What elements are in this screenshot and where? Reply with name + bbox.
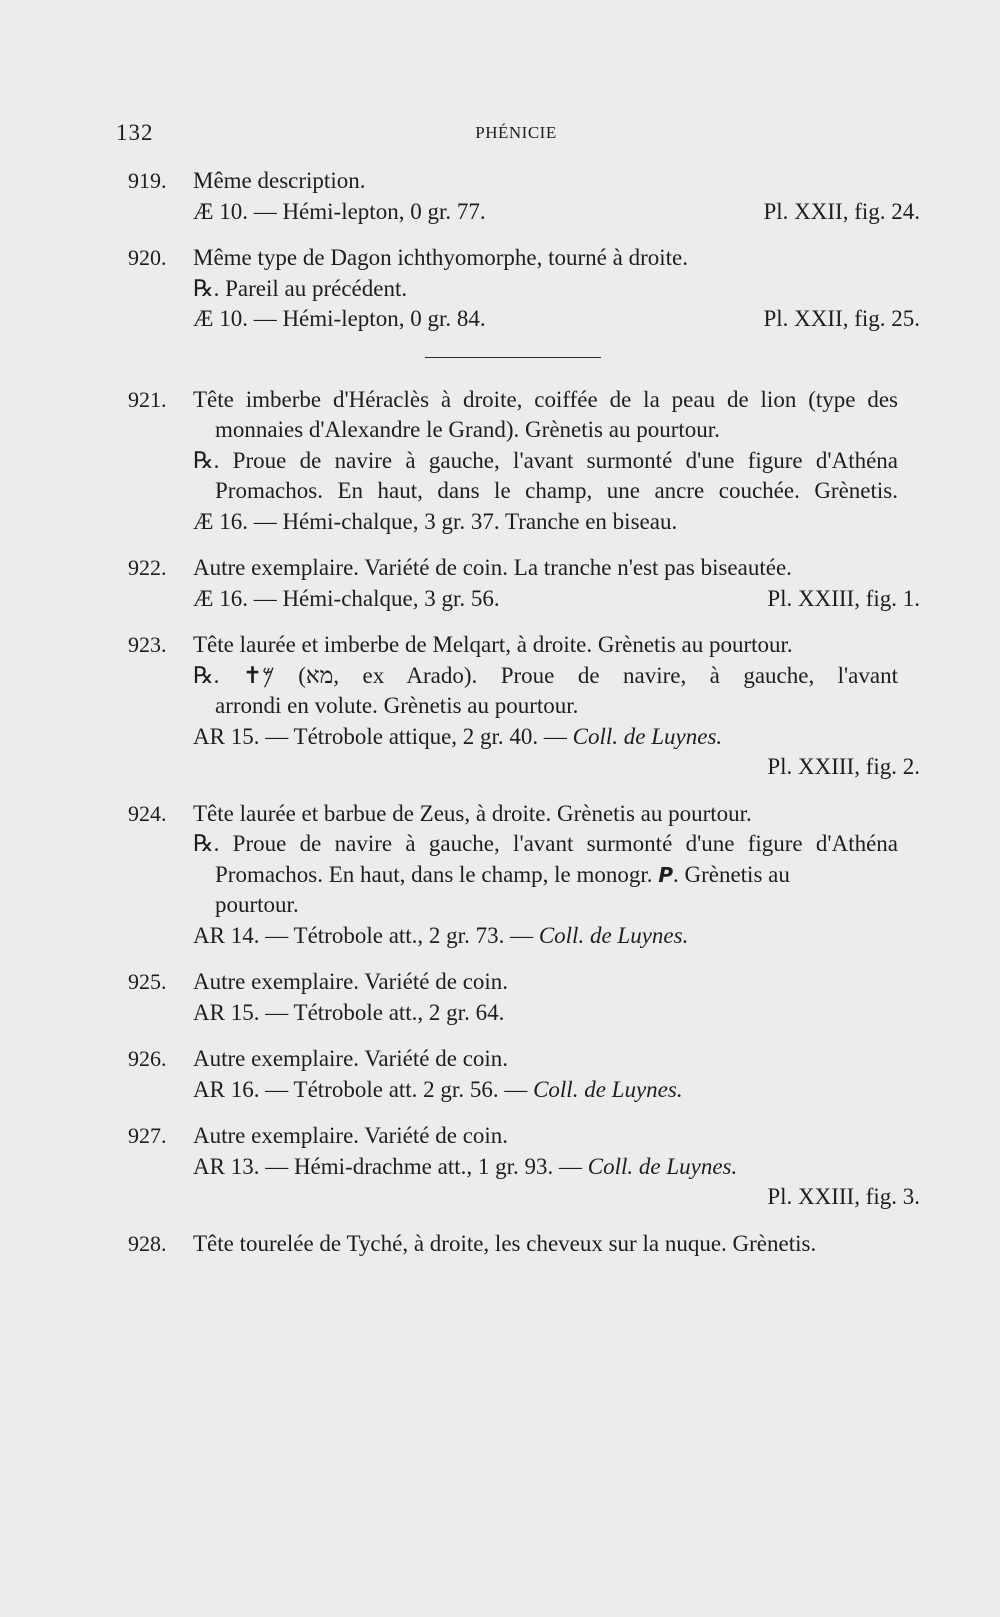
entry-detail [128, 1152, 920, 1183]
entry-detail [128, 1075, 920, 1106]
section-divider [128, 351, 920, 385]
catalog-entry-922 [128, 553, 920, 614]
page-number: 132 [116, 120, 154, 145]
plate-reference: Pl. XXII, fig. 24. [763, 198, 920, 224]
metal-weight: Æ 10. — Hémi-lepton, 0 gr. 84. [193, 306, 486, 331]
reverse-description: ℞. Pareil au précédent. [193, 275, 408, 301]
entry-description: Même type de Dagon ichthyomorphe, tourné à droite. [193, 245, 688, 270]
entry-line [128, 166, 920, 197]
entry-number: 920. [128, 245, 167, 270]
entry-description: Autre exemplaire. Variété de coin. [193, 969, 509, 994]
entry-detail [128, 752, 920, 783]
entry-line [128, 1121, 920, 1152]
entry-detail [128, 584, 920, 615]
monogram-symbol: P [658, 862, 673, 887]
metal-weight: AR 16. — Tétrobole att. 2 gr. 56. — [193, 1076, 528, 1102]
collection-reference: Coll. de Luynes. [587, 1153, 738, 1179]
entry-line [128, 860, 920, 891]
entry-line [128, 967, 920, 998]
reverse-description: pourtour. [215, 892, 299, 917]
reverse-description-end: . Grènetis au [672, 861, 790, 887]
entry-line [128, 476, 920, 507]
entry-detail [128, 998, 920, 1029]
entry-line [128, 829, 920, 860]
catalog-entry-927 [128, 1121, 920, 1213]
entry-detail [128, 304, 920, 335]
entry-line [128, 415, 920, 446]
entry-description: Tête tourelée de Tyché, à droite, les cheveux sur la nuque. Grènetis. [193, 1230, 817, 1256]
catalog-entry-928 [128, 1229, 920, 1260]
entry-description: Tête laurée et imberbe de Melqart, à droite. Grènetis au pourtour. [193, 632, 793, 657]
entry-description: monnaies d'Alexandre le Grand). Grènetis au pourtour. [215, 417, 720, 442]
metal-weight: Æ 16. — Hémi-chalque, 3 gr. 56. [193, 585, 500, 611]
entry-number: 919. [128, 168, 167, 193]
entry-number: 922. [128, 555, 167, 580]
collection-reference: Coll. de Luynes. [538, 922, 689, 948]
entry-line [128, 1229, 920, 1260]
catalog-entry-925 [128, 967, 920, 1028]
entry-detail [128, 1182, 920, 1213]
reverse-description: ℞. Proue de navire à gauche, l'avant surmonté d'une figure d'Athéna [193, 831, 898, 856]
collection-reference: Coll. de Luynes. [572, 723, 723, 749]
metal-weight: Æ 10. — Hémi-lepton, 0 gr. 77. [193, 198, 486, 224]
entry-line [128, 890, 920, 921]
reverse-description: Promachos. En haut, dans le champ, le monogr. [215, 861, 653, 887]
metal-weight: AR 15. — Tétrobole attique, 2 gr. 40. — [193, 723, 567, 749]
plate-reference: Pl. XXIII, fig. 3. [767, 1184, 920, 1209]
entry-description: Tête laurée et barbue de Zeus, à droite. Grènetis au pourtour. [193, 800, 752, 826]
entry-detail [128, 921, 920, 952]
metal-weight: Æ 16. — Hémi-chalque, 3 gr. 37. Tranche en biseau. [193, 508, 678, 534]
reverse-description: Promachos. En haut, dans le champ, une ancre couchée. Grènetis. [215, 478, 898, 503]
entry-detail [128, 507, 920, 538]
entry-line [128, 691, 920, 722]
entry-line [128, 385, 920, 416]
plate-reference: Pl. XXII, fig. 25. [763, 306, 920, 331]
entry-description: Autre exemplaire. Variété de coin. [193, 1123, 509, 1148]
reverse-description: ℞. ✝𐤌 (מא, ex Arado). Proue de navire, à gauche, l'avant [193, 662, 898, 688]
divider-rule [425, 357, 601, 358]
entry-number: 925. [128, 969, 167, 994]
entry-description: Autre exemplaire. Variété de coin. [193, 1046, 509, 1071]
metal-weight: AR 14. — Tétrobole att., 2 gr. 73. — [193, 922, 534, 948]
entry-line [128, 446, 920, 477]
entry-line [128, 1044, 920, 1075]
entry-number: 927. [128, 1123, 167, 1148]
catalog-entries [128, 166, 920, 1275]
entry-description: Même description. [193, 168, 366, 193]
entry-number: 923. [128, 632, 167, 657]
catalog-entry-923 [128, 630, 920, 783]
entry-detail [128, 197, 920, 228]
entry-line [128, 661, 920, 692]
plate-reference: Pl. XXIII, fig. 1. [767, 585, 920, 611]
metal-weight: AR 13. — Hémi-drachme att., 1 gr. 93. — [193, 1153, 583, 1179]
catalog-entry-921 [128, 385, 920, 538]
entry-number: 924. [128, 800, 167, 826]
entry-line [128, 243, 920, 274]
entry-description: Tête imberbe d'Héraclès à droite, coiffée de la peau de lion (type des [193, 386, 898, 412]
entry-line [128, 553, 920, 584]
entry-number: 928. [128, 1230, 167, 1256]
catalog-entry-926 [128, 1044, 920, 1105]
reverse-description: ℞. Proue de navire à gauche, l'avant surmonté d'une figure d'Athéna [193, 447, 898, 473]
running-title: PHÉNICIE [475, 123, 557, 142]
reverse-description: arrondi en volute. Grènetis au pourtour. [215, 693, 579, 718]
plate-reference: Pl. XXIII, fig. 2. [767, 754, 920, 779]
entry-line [128, 274, 920, 305]
entry-line [128, 630, 920, 661]
entry-detail [128, 722, 920, 753]
catalog-entry-920 [128, 243, 920, 335]
entry-number: 921. [128, 386, 167, 412]
entry-description: Autre exemplaire. Variété de coin. La tranche n'est pas biseautée. [193, 555, 792, 580]
catalog-entry-924 [128, 799, 920, 952]
page-header [116, 120, 916, 150]
entry-number: 926. [128, 1046, 167, 1071]
collection-reference: Coll. de Luynes. [533, 1076, 683, 1102]
metal-weight: AR 15. — Tétrobole att., 2 gr. 64. [193, 999, 505, 1025]
catalog-entry-919 [128, 166, 920, 227]
entry-line [128, 799, 920, 830]
